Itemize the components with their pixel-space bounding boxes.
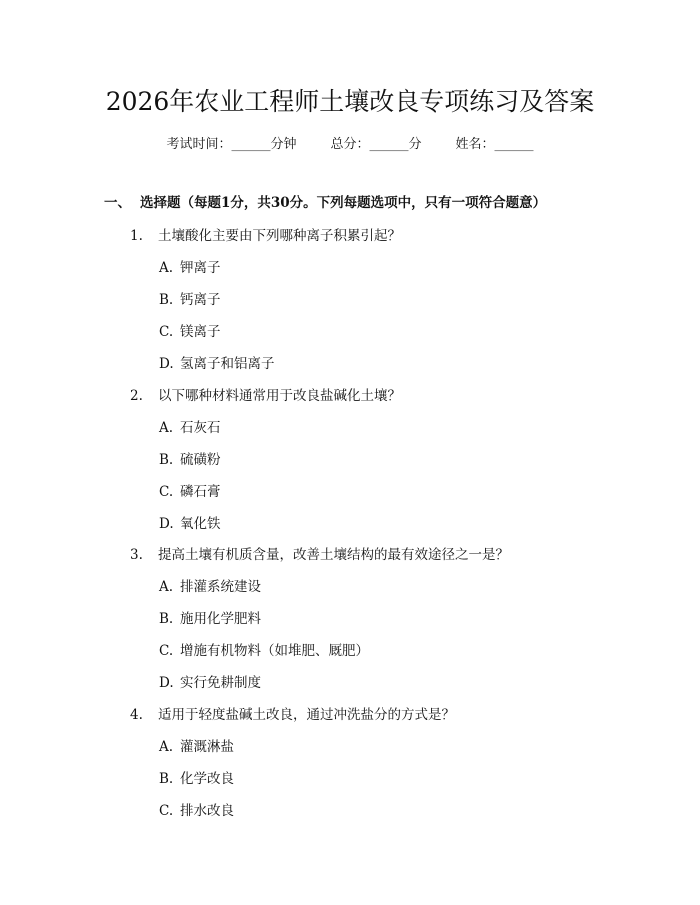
option bbox=[159, 288, 221, 308]
question-number: 1. bbox=[130, 228, 143, 244]
option-text: 增施有机物料（如堆肥、厩肥） bbox=[180, 643, 369, 659]
option bbox=[159, 256, 221, 276]
option-letter: B. bbox=[159, 452, 174, 468]
question-text: 提高土壤有机质含量，改善土壤结构的最有效途径之一是？ bbox=[158, 547, 509, 563]
option bbox=[159, 480, 221, 500]
option-text: 排水改良 bbox=[180, 803, 234, 819]
question bbox=[130, 543, 509, 563]
question-number: 2. bbox=[130, 388, 143, 404]
option-text: 石灰石 bbox=[180, 420, 221, 436]
option-letter: D. bbox=[159, 356, 174, 372]
option bbox=[159, 767, 234, 787]
option bbox=[159, 671, 261, 691]
option-letter: D. bbox=[159, 675, 174, 691]
option bbox=[159, 512, 221, 532]
question-text: 土壤酸化主要由下列哪种离子积累引起？ bbox=[158, 228, 401, 244]
option-text: 氢离子和铝离子 bbox=[180, 356, 275, 372]
option-text: 排灌系统建设 bbox=[180, 579, 261, 595]
option-letter: B. bbox=[159, 771, 174, 787]
option-letter: C. bbox=[159, 803, 174, 819]
option-letter: A. bbox=[159, 739, 174, 755]
score-unit: 分 bbox=[408, 137, 422, 152]
section-number: 一、 bbox=[104, 195, 131, 211]
option-letter: A. bbox=[159, 420, 174, 436]
question-text: 适用于轻度盐碱土改良，通过冲洗盐分的方式是？ bbox=[158, 707, 455, 723]
question-text: 以下哪种材料通常用于改良盐碱化土壤？ bbox=[158, 388, 401, 404]
option-letter: C. bbox=[159, 643, 174, 659]
question bbox=[130, 384, 401, 404]
option bbox=[159, 607, 261, 627]
score-blank: ______ bbox=[369, 137, 409, 152]
option-text: 化学改良 bbox=[180, 771, 234, 787]
name-label: 姓名： bbox=[455, 137, 495, 152]
question-number: 4. bbox=[130, 707, 143, 723]
time-blank: ______ bbox=[231, 137, 271, 152]
question bbox=[130, 224, 401, 244]
question-number: 3. bbox=[130, 547, 143, 563]
score-label: 总分： bbox=[330, 137, 370, 152]
page-title: 2026年农业工程师土壤改良专项练习及答案 bbox=[105, 87, 595, 116]
option bbox=[159, 352, 275, 372]
option-text: 氧化铁 bbox=[180, 516, 221, 532]
option-text: 硫磺粉 bbox=[180, 452, 221, 468]
name-blank: ______ bbox=[494, 137, 534, 152]
option-text: 镁离子 bbox=[180, 324, 221, 340]
time-label: 考试时间： bbox=[166, 137, 232, 152]
option-text: 灌溉淋盐 bbox=[180, 739, 234, 755]
section-heading bbox=[104, 191, 546, 211]
option-letter: C. bbox=[159, 324, 174, 340]
option bbox=[159, 320, 221, 340]
option-text: 施用化学肥料 bbox=[180, 611, 261, 627]
option bbox=[159, 639, 369, 659]
question bbox=[130, 703, 455, 723]
option bbox=[159, 416, 221, 436]
option-text: 钾离子 bbox=[180, 260, 221, 276]
option-letter: C. bbox=[159, 484, 174, 500]
option-text: 磷石膏 bbox=[180, 484, 221, 500]
option bbox=[159, 799, 234, 819]
option-letter: A. bbox=[159, 579, 174, 595]
option-text: 实行免耕制度 bbox=[180, 675, 261, 691]
option-letter: B. bbox=[159, 611, 174, 627]
exam-meta-line bbox=[0, 133, 700, 152]
option bbox=[159, 575, 261, 595]
option bbox=[159, 448, 221, 468]
option-text: 钙离子 bbox=[180, 292, 221, 308]
option-letter: B. bbox=[159, 292, 174, 308]
option-letter: A. bbox=[159, 260, 174, 276]
time-unit: 分钟 bbox=[270, 137, 297, 152]
option-letter: D. bbox=[159, 516, 174, 532]
section-title: 选择题（每题1分，共30分。下列每题选项中，只有一项符合题意） bbox=[140, 195, 547, 211]
option bbox=[159, 735, 234, 755]
